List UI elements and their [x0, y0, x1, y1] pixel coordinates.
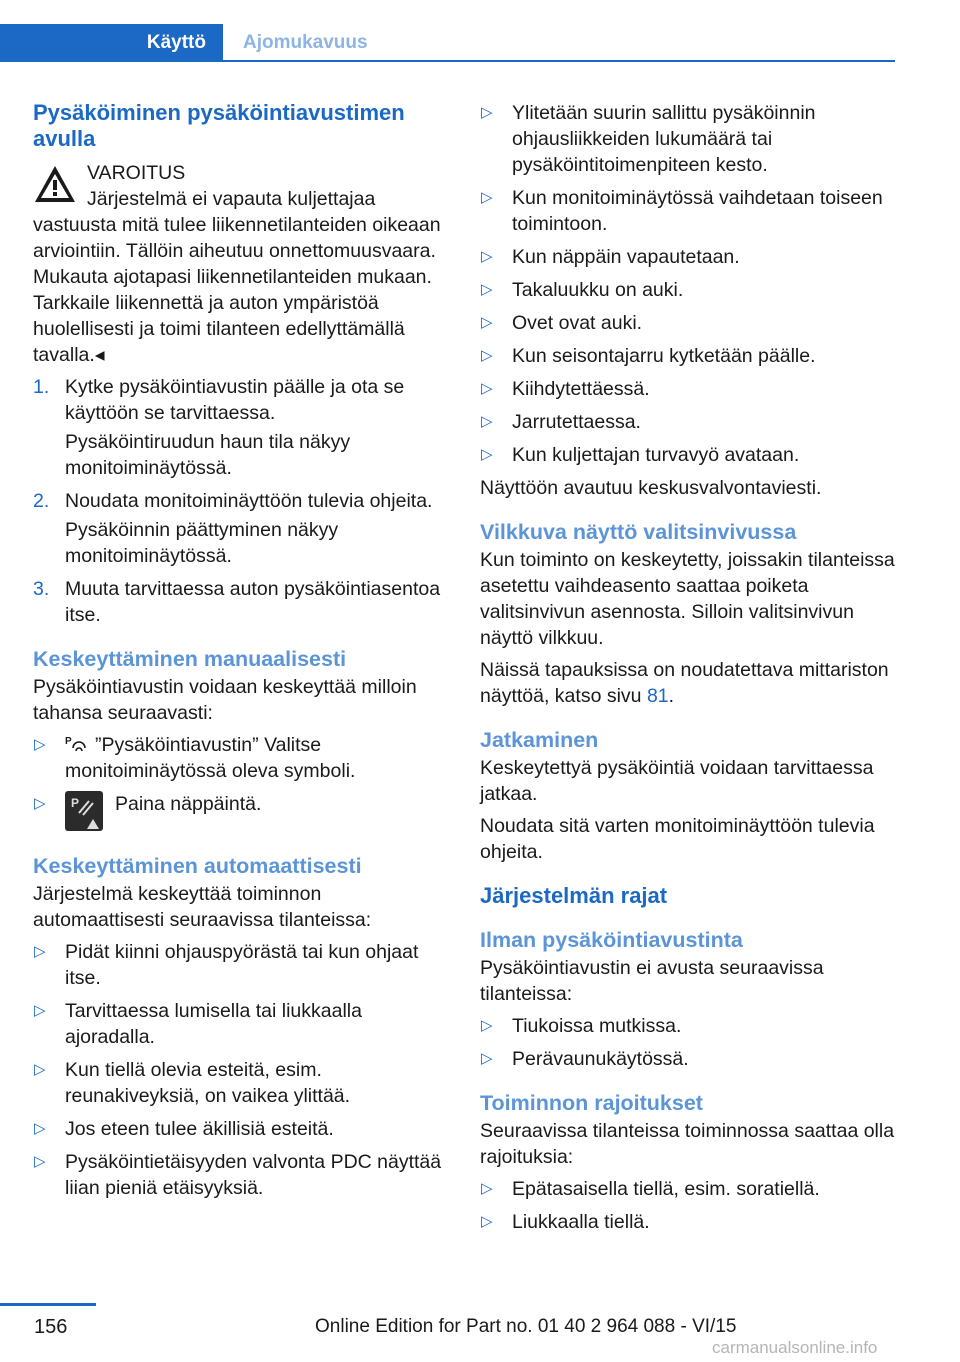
steps-list — [33, 374, 445, 628]
bullet-triangle-icon: ▷ — [34, 736, 46, 753]
list-item-text: Pidät kiinni ohjauspyörästä tai kun ohjaat itse. — [65, 941, 419, 989]
step-text: Muuta tarvittaessa auton pysäköintiasentoa itse. — [65, 578, 441, 626]
bullet-triangle-icon: ▷ — [481, 189, 493, 206]
bullet-triangle-icon: ▷ — [481, 1017, 493, 1034]
list-item-text: Kun seisontajarru kytketään päälle. — [512, 345, 816, 367]
bullet-triangle-icon: ▷ — [481, 1180, 493, 1197]
list-item — [33, 1057, 445, 1109]
without-list — [480, 1013, 895, 1072]
blink-text: Näissä tapauksissa on noudatettava mittariston näyttöä, katso sivu — [480, 659, 889, 707]
continue-paragraph-1: Keskeytettyä pysäköintiä voidaan tarvittaessa jatkaa. — [480, 757, 874, 805]
parking-button-icon — [65, 791, 103, 831]
list-item — [480, 277, 895, 303]
list-item — [33, 1149, 445, 1201]
continued-list — [480, 100, 895, 468]
step-number: 3. — [33, 578, 50, 600]
header-bar — [0, 24, 895, 62]
list-item-text: Kun tiellä olevia esteitä, esim. reunakiveyksiä, on vaikea ylittää. — [65, 1059, 351, 1107]
list-item — [480, 409, 895, 435]
watermark: carmanualsonline.info — [712, 1338, 878, 1357]
auto-heading: Keskeyttäminen automaattisesti — [33, 854, 362, 878]
list-item-text: Kiihdytettäessä. — [512, 378, 650, 400]
list-item-text: Kun monitoiminäytössä vaihdetaan toiseen toimintoon. — [512, 187, 883, 235]
bullet-triangle-icon: ▷ — [34, 1002, 46, 1019]
list-item-text: Perävaunukäytössä. — [512, 1048, 689, 1070]
warning-title: VAROITUS — [87, 162, 186, 184]
list-item-text: Pysäköintietäisyyden valvonta PDC näyttää liian pieniä etäisyyksiä. — [65, 1151, 442, 1199]
svg-text:P: P — [65, 736, 72, 747]
header-divider — [0, 60, 895, 62]
edition-text: Online Edition for Part no. 01 40 2 964 088 - VI/15 — [315, 1316, 737, 1337]
list-item — [480, 310, 895, 336]
warning-text: Järjestelmä ei vapauta kuljettajaa vastuusta mitä tulee liikennetilanteiden oikeaan arviointiin. Tällöin aiheutuu onnettomuusvaara. Mukauta ajotapasi liikennetilanteiden mukaan. Tarkkaile liikennettä ja auton ympäristöä huolellisesti ja toimi tilanteen edellyttämällä tavalla.◂ — [33, 188, 441, 366]
manual-heading: Keskeyttäminen manuaalisesti — [33, 647, 347, 671]
restrict-heading: Toiminnon rajoitukset — [480, 1091, 703, 1115]
list-item — [480, 1046, 895, 1072]
blink-heading: Vilkkuva näyttö valitsinvivussa — [480, 520, 797, 544]
blink-paragraph-2 — [480, 657, 895, 709]
limits-heading: Järjestelmän rajat — [480, 883, 668, 908]
page-number: 156 — [34, 1316, 68, 1338]
list-item-text: Tarvittaessa lumisella tai liukkaalla ajoradalla. — [65, 1000, 362, 1048]
bullet-triangle-icon: ▷ — [481, 380, 493, 397]
list-item-text: Tiukoissa mutkissa. — [512, 1015, 682, 1037]
auto-intro: Järjestelmä keskeyttää toiminnon automaattisesti seuraavissa tilanteissa: — [33, 883, 372, 931]
list-item — [480, 100, 895, 178]
bullet-triangle-icon: ▷ — [481, 347, 493, 364]
section-title: Pysäköiminen pysäköintiavustimen avulla — [33, 100, 405, 151]
list-item — [33, 791, 445, 835]
list-item — [480, 442, 895, 468]
parking-assistant-icon — [65, 734, 87, 754]
bullet-triangle-icon: ▷ — [481, 248, 493, 265]
without-heading: Ilman pysäköintiavustinta — [480, 928, 743, 952]
auto-list — [33, 939, 445, 1201]
right-column — [480, 100, 895, 1242]
warning-triangle-icon — [33, 164, 77, 204]
bullet-triangle-icon: ▷ — [34, 1061, 46, 1078]
list-item — [480, 1176, 895, 1202]
list-item-text: Jos eteen tulee äkillisiä esteitä. — [65, 1118, 334, 1140]
bullet-triangle-icon: ▷ — [481, 281, 493, 298]
step-number: 2. — [33, 490, 50, 512]
left-column — [33, 100, 445, 1208]
manual-intro: Pysäköintiavustin voidaan keskeyttää milloin tahansa seuraavasti: — [33, 676, 417, 724]
manual-item-text: ”Pysäköintiavustin” Valitse monitoiminäytössä oleva symboli. — [65, 734, 356, 782]
list-item-text: Kun kuljettajan turvavyö avataan. — [512, 444, 800, 466]
bullet-triangle-icon: ▷ — [34, 943, 46, 960]
tab-ajomukavuus[interactable]: Ajomukavuus — [243, 32, 368, 53]
cont-after-text: Näyttöön avautuu keskusvalvontaviesti. — [480, 477, 822, 499]
list-item-text: Epätasaisella tiellä, esim. soratiellä. — [512, 1178, 820, 1200]
list-item — [480, 343, 895, 369]
step-subtext: Pysäköinnin päättyminen näkyy monitoiminäytössä. — [65, 519, 339, 567]
list-item — [33, 732, 445, 784]
list-item-text: Liukkaalla tiellä. — [512, 1211, 650, 1233]
list-item-text: Jarrutettaessa. — [512, 411, 641, 433]
step-text: Kytke pysäköintiavustin päälle ja ota se käyttöön se tarvittaessa. — [65, 376, 405, 424]
list-item — [33, 939, 445, 991]
manual-item-text: Paina näppäintä. — [115, 793, 262, 815]
bullet-triangle-icon: ▷ — [481, 446, 493, 463]
list-item — [480, 1209, 895, 1235]
bullet-triangle-icon: ▷ — [481, 104, 493, 121]
step-subtext: Pysäköintiruudun haun tila näkyy monitoiminäytössä. — [65, 431, 351, 479]
restrict-list — [480, 1176, 895, 1235]
bullet-triangle-icon: ▷ — [481, 1050, 493, 1067]
bullet-triangle-icon: ▷ — [34, 1153, 46, 1170]
manual-list — [33, 732, 445, 835]
list-item — [480, 376, 895, 402]
list-item — [480, 185, 895, 237]
list-item — [480, 1013, 895, 1039]
list-item — [33, 998, 445, 1050]
list-item — [33, 1116, 445, 1142]
bullet-triangle-icon: ▷ — [34, 795, 46, 812]
restrict-intro: Seuraavissa tilanteissa toiminnossa saattaa olla rajoituksia: — [480, 1120, 895, 1168]
bullet-triangle-icon: ▷ — [481, 413, 493, 430]
step-text: Noudata monitoiminäyttöön tulevia ohjeita. — [65, 490, 433, 512]
bullet-triangle-icon: ▷ — [481, 314, 493, 331]
blink-text-end: . — [668, 685, 675, 707]
blink-paragraph-1: Kun toiminto on keskeytetty, joissakin tilanteissa asetettu vaihdeasento saattaa poiketa valitsinvivun asennosta. Silloin valitsinvivun näyttö vilkkuu. — [480, 549, 895, 649]
list-item-text: Takaluukku on auki. — [512, 279, 684, 301]
page-number-bar — [0, 1303, 96, 1306]
page-reference-link[interactable]: 81 — [646, 685, 669, 707]
list-item-text: Ovet ovat auki. — [512, 312, 643, 334]
warning-box — [33, 160, 445, 368]
continue-paragraph-2: Noudata sitä varten monitoiminäyttöön tulevia ohjeita. — [480, 815, 875, 863]
svg-text:P: P — [71, 796, 80, 810]
list-item — [480, 244, 895, 270]
continue-heading: Jatkaminen — [480, 728, 599, 752]
list-item — [33, 488, 445, 569]
list-item-text: Kun näppäin vapautetaan. — [512, 246, 740, 268]
tab-kaytto[interactable]: Käyttö — [0, 24, 223, 62]
list-item — [33, 576, 445, 628]
list-item-text: Ylitetään suurin sallittu pysäköinnin ohjausliikkeiden lukumäärä tai pysäköintitoimenpiteen kesto. — [512, 102, 816, 176]
step-number: 1. — [33, 376, 50, 398]
bullet-triangle-icon: ▷ — [481, 1213, 493, 1230]
list-item — [33, 374, 445, 481]
without-intro: Pysäköintiavustin ei avusta seuraavissa tilanteissa: — [480, 957, 824, 1005]
bullet-triangle-icon: ▷ — [34, 1120, 46, 1137]
